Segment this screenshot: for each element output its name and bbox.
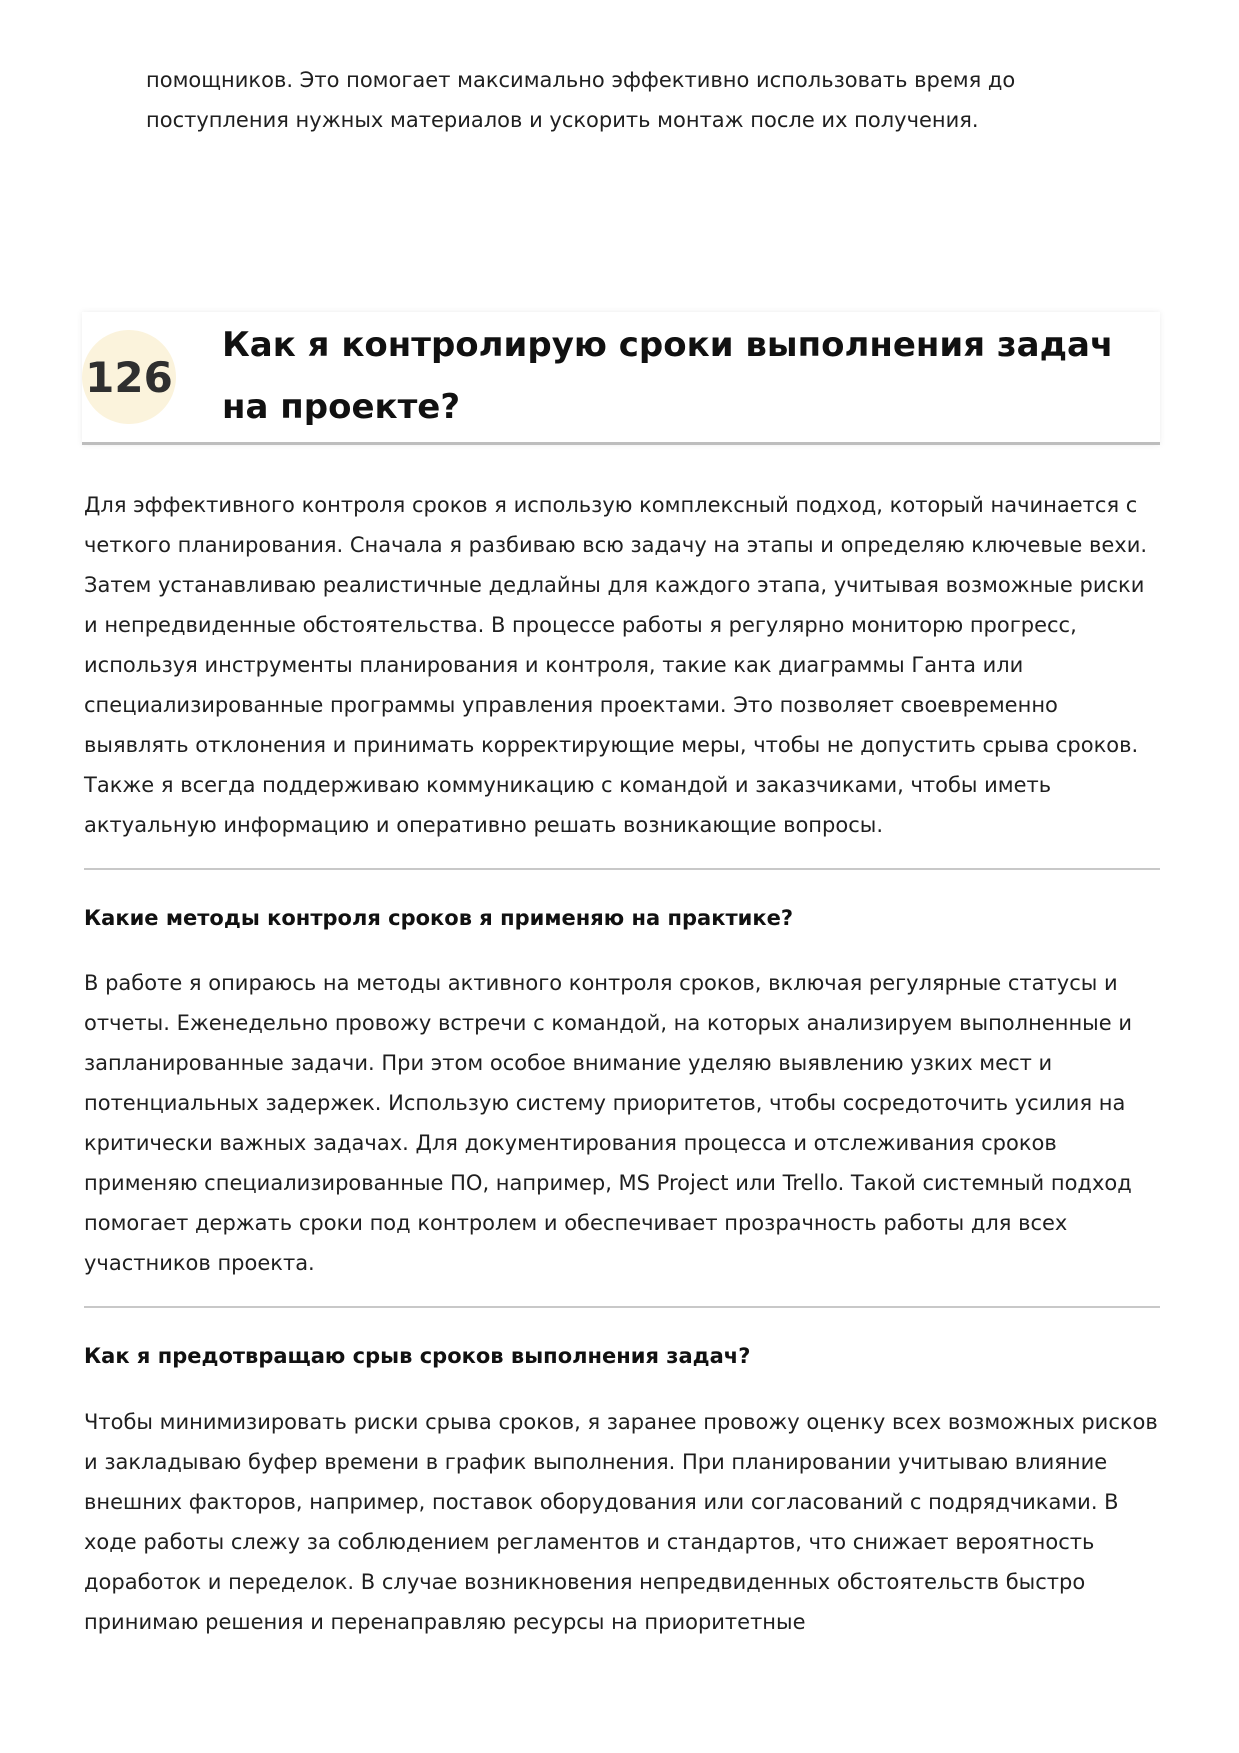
question-number-badge: 126 <box>82 330 176 424</box>
followup-paragraph-1: В работе я опираюсь на методы активного контроля сроков, включая регулярные статусы и отчеты. Еженедельно провожу встречи с командой, на которых анализируем выполненные и запланированные задачи. При этом особое внимание уделяю выявлению узких мест и потенциальных задержек. Использую систему приоритетов, чтобы сосредоточить усилия на критически важных задачах. Для документирования процесса и отслеживания сроков применяю специализированные ПО, например, MS Project или Trello. Такой системный подход помогает держать сроки под контролем и обеспечивает прозрачность работы для всех участников проекта. <box>84 971 1133 1275</box>
followup-heading-2: Как я предотвращаю срыв сроков выполнения задач? <box>84 1344 751 1368</box>
answer-paragraph: Для эффективного контроля сроков я использую комплексный подход, который начинается с четкого планирования. Сначала я разбиваю всю задачу на этапы и определяю ключевые вехи. Затем устанавливаю реалистичные дедлайны для каждого этапа, учитывая возможные риски и непредвиденные обстоятельства. В процессе работы я регулярно мониторю прогресс, используя инструменты планирования и контроля, такие как диаграммы Ганта или специализированные программы управления проектами. Это позволяет своевременно выявлять отклонения и принимать корректирующие меры, чтобы не допустить срыва сроков. Также я всегда поддерживаю коммуникацию с командой и заказчиками, чтобы иметь актуальную информацию и оперативно решать возникающие вопросы. <box>84 493 1148 837</box>
followup-paragraph-2: Чтобы минимизировать риски срыва сроков, я заранее провожу оценку всех возможных рисков и закладываю буфер времени в график выполнения. При планировании учитываю влияние внешних факторов, например, поставок оборудования или согласований с подрядчиками. В ходе работы слежу за соблюдением регламентов и стандартов, что снижает вероятность доработок и переделок. В случае возникновения непредвиденных обстоятельств быстро принимаю решения и перенаправляю ресурсы на приоритетные <box>84 1410 1158 1634</box>
intro-paragraph: помощников. Это помогает максимально эффективно использовать время до поступления нужных материалов и ускорить монтаж после их получения. <box>146 68 1016 132</box>
question-header <box>82 312 1160 445</box>
section-divider <box>84 1306 1160 1308</box>
followup-heading-1: Какие методы контроля сроков я применяю на практике? <box>84 906 794 930</box>
question-title: Как я контролирую сроки выполнения задач на проекте? <box>222 325 1114 427</box>
section-divider <box>84 868 1160 870</box>
